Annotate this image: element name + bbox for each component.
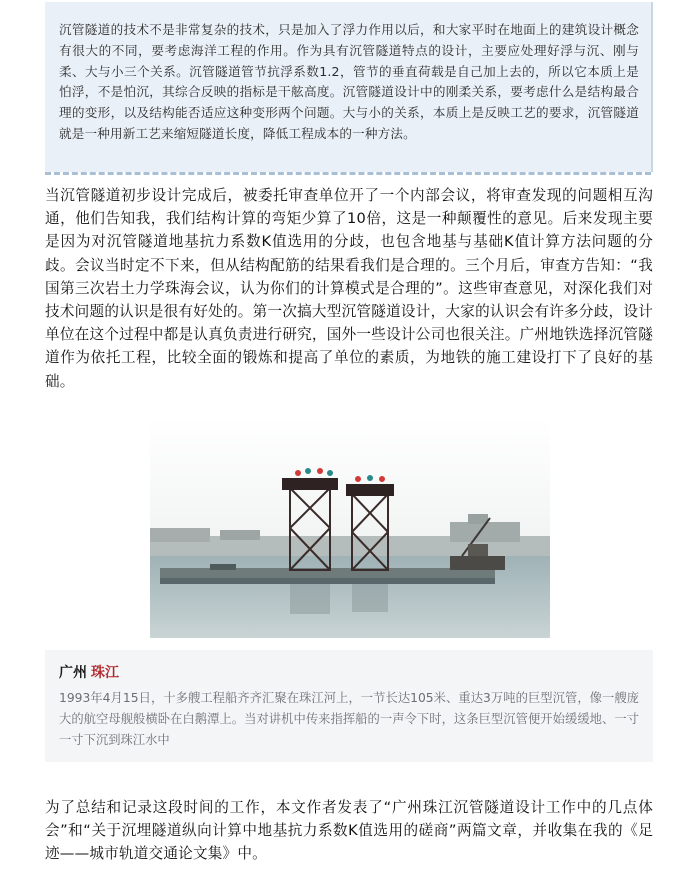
caption-river: 珠江 xyxy=(91,665,119,681)
caption-description: 1993年4月15日，十多艘工程船齐齐汇聚在珠江河上，一节长达105米、重达3万吨的巨型沉管，像一艘庞大的航空母舰般横卧在白鹅潭上。当对讲机中传来指挥船的一声令下时，这条巨型沉管便开始缓缓地、一寸一寸下沉到珠江水中 xyxy=(59,691,639,747)
caption-city: 广州 xyxy=(59,665,87,681)
body-paragraph-2: 为了总结和记录这段时间的工作，本文作者发表了“广州珠江沉管隧道设计工作中的几点体会”和“关于沉埋隧道纵向计算中地基抗力系数K值选用的磋商”两篇文章，并收集在我的《足迹——城市轨道交通论文集》中。 xyxy=(45,799,653,863)
quote-text: 沉管隧道的技术不是非常复杂的技术，只是加入了浮力作用以后，和大家平时在地面上的建筑设计概念有很大的不同，要考虑海洋工程的作用。作为具有沉管隧道特点的设计，主要应处理好浮与沉、刚与柔、大与小三个关系。沉管隧道管节抗浮系数1.2，管节的垂直荷载是自己加上去的，所以它本质上是怕浮，不是怕沉，其综合反映的指标是干舷高度。沉管隧道设计中的刚柔关系，要考虑什么是结构最合理的变形，以及结构能否适应这种变形两个问题。大与小的关系，本质上是反映工艺的要求，沉管隧道就是一种用新工艺来缩短隧道长度，降低工程成本的一种方法。 xyxy=(59,22,639,141)
body-paragraph-1: 当沉管隧道初步设计完成后，被委托审查单位开了一个内部会议，将审查发现的问题相互沟通，他们告知我，我们结构计算的弯矩少算了10倍，这是一种颠覆性的意见。后来发现主要是因为对沉管隧道地基抗力系数K值选用的分歧，也包含地基与基础K值计算方法问题的分歧。会议当时定不下来，但从结构配筋的结果看我们是合理的。三个月后，审查方告知：“我国第三次岩土力学珠海会议，认为你们的计算模式是合理的”。这些审查意见，对深化我们对技术问题的认识是很有好处的。第一次搞大型沉管隧道设计，大家的认识会有许多分歧，设计单位在这个过程中都是认真负责进行研究，国外一些设计公司也很关注。广州地铁选择沉管隧道作为依托工程，比较全面的锻炼和提高了单位的素质，为地铁的施工建设打下了良好的基础。 xyxy=(45,187,653,390)
construction-photo xyxy=(150,418,550,638)
photo-caption xyxy=(45,650,653,762)
sunken-tube-image xyxy=(150,418,550,638)
quote-box xyxy=(45,2,653,172)
caption-title xyxy=(59,662,639,682)
